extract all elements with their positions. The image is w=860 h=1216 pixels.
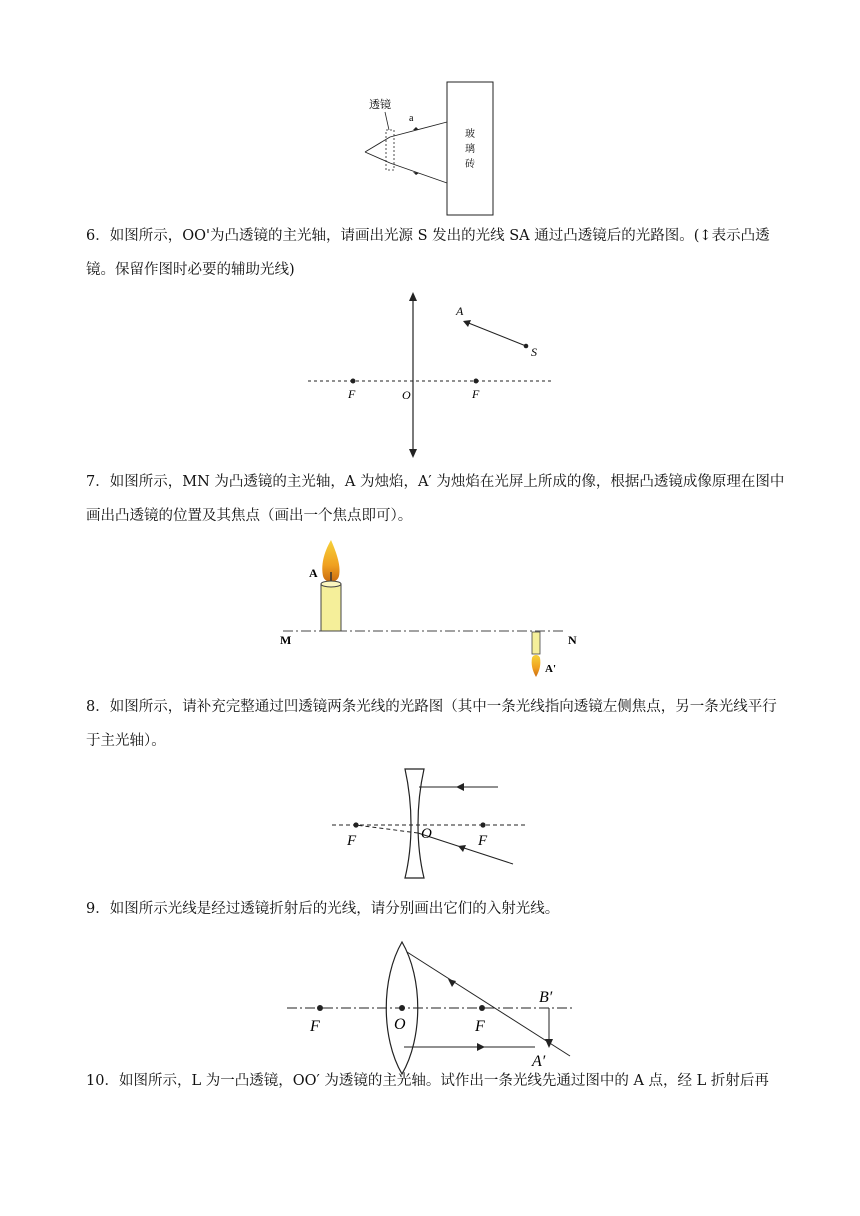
focus-label-left: F — [347, 833, 357, 849]
optical-center-label: O — [402, 388, 411, 402]
point-A-label: A — [456, 304, 464, 318]
figure-q9-convex-lens — [285, 938, 575, 1075]
question-10-text: 10．如图所示，L 为一凸透镜，OO′ 为透镜的主光轴。试作出一条光线先通过图中的 A 点，经 L 折射后再 — [86, 1073, 769, 1089]
candle-A-label: A — [309, 566, 318, 580]
focus-label-right: F — [472, 387, 480, 401]
optical-center-label: O — [394, 1016, 406, 1033]
figure-q8-concave-lens — [330, 765, 530, 880]
concave-lens — [405, 769, 424, 878]
question-9-text: 9．如图所示光线是经过透镜折射后的光线，请分别画出它们的入射光线。 — [86, 901, 560, 917]
brick-char-1: 玻 — [465, 129, 475, 140]
axis-N-label: N — [568, 633, 577, 647]
focus-label-left: F — [348, 387, 356, 401]
brick-char-2: 璃 — [465, 144, 475, 155]
figure-lens-glass-brick — [355, 75, 505, 225]
question-6-text: 6．如图所示，OO'为凸透镜的主光轴，请画出光源 S 发出的光线 SA 通过凸透镜后的光路图。(↕表示凸透镜。保留作图时必要的辅助光线) — [86, 228, 770, 278]
ray-SA — [466, 322, 526, 346]
question-7-text: 7．如图所示，MN 为凸透镜的主光轴，A 为烛焰，A′ 为烛焰在光屏上所成的像，根据凸透镜成像原理在图中画出凸透镜的位置及其焦点（画出一个焦点即可）。 — [86, 474, 785, 524]
figure-q6-convex-lens — [300, 288, 560, 460]
focus-label-left: F — [310, 1018, 320, 1035]
image-candle-body — [532, 632, 540, 654]
optical-center-label: O — [421, 826, 432, 842]
focus-label-right: F — [478, 833, 488, 849]
image-A-prime-label: A' — [545, 663, 556, 675]
lens-label: 透镜 — [369, 99, 391, 111]
figure-q7-candle — [275, 540, 595, 680]
image-B-prime-label: B′ — [539, 989, 553, 1006]
question-8-text: 8．如图所示，请补充完整通过凹透镜两条光线的光路图（其中一条光线指向透镜左侧焦点，另一条光线平行于主光轴）。 — [86, 699, 777, 749]
image-A-prime-label: A′ — [532, 1053, 546, 1070]
axis-M-label: M — [280, 633, 292, 647]
ray-toward-focus — [418, 833, 513, 864]
point-S-label: S — [531, 345, 537, 359]
brick-char-3: 砖 — [465, 159, 475, 170]
image-flame — [532, 655, 541, 677]
focus-label-right: F — [475, 1018, 485, 1035]
ray-a-label: a — [409, 113, 414, 124]
candle-body — [321, 584, 341, 631]
